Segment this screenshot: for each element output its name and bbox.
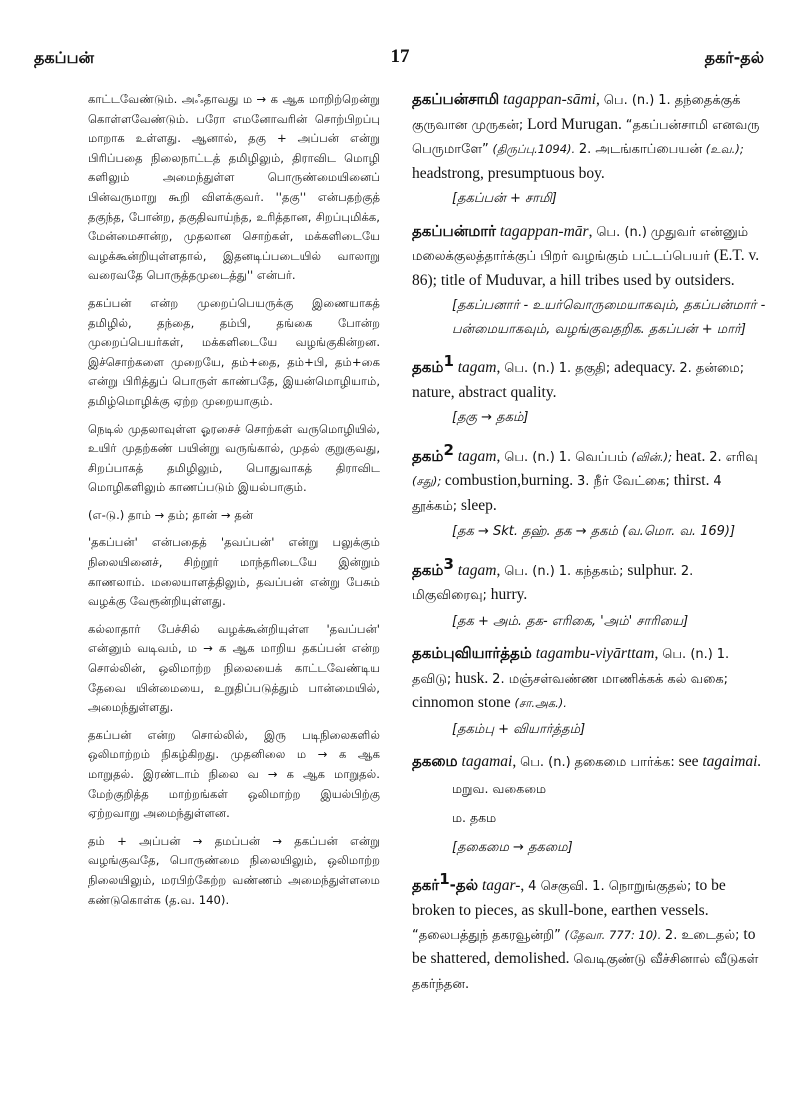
definition-segment: heat. xyxy=(675,447,710,465)
definition-segment: adequacy. xyxy=(610,359,680,377)
etymology: [தக → Skt. தஹ். தக → தகம் (வ.மொ. வ. 169)] xyxy=(452,524,736,540)
definition-segment: 4 தூக்கம்; xyxy=(412,474,722,514)
commentary-paragraph: காட்டவேண்டும். அஃதாவது ம → க ஆக மாறிற்றென்று கொள்ளவேண்டும். பரோ எமனோவரின் சொற்பிறப்பு மாறாக உள்ளது. ஆனால், தகு + அப்பன் என்று பிரிப்பதை நிலைநாட்டத் தமிழிலும், திராவிட மொழி களிலும் அமைந்துள்ள பொருண்மையினைப் பின்வருமாறு கூறி விளக்குவர். ''தகு'' என்பதற்குத் தகுந்த, போன்ற, தகுதிவாய்ந்த, உரித்தான, சிறப்புமிக்க, மேன்மைசான்ற, முதலான சொற்கள், மக்களிடையே வழக்கூன்றியுள்ளதால், இதனடிப்படையில் வாலாறு வரைவதே பொருத்தமுடைத்து'' என்பர். xyxy=(88,92,380,283)
entry-transliteration: tagam xyxy=(457,359,497,377)
definition-segment: 1. தகுதி; xyxy=(558,361,611,377)
definition-segment: (திருப்பு.1094). xyxy=(488,142,579,156)
etymology: [தகம்பு + வியார்த்தம்] xyxy=(452,721,586,737)
dictionary-entry xyxy=(412,220,768,342)
headword-suffix: -தல் xyxy=(449,876,479,895)
definition-segment: to be broken to pieces, as skull-bone, earthen vessels. xyxy=(412,877,726,920)
commentary-paragraph: கல்லாதார் பேச்சில் வழக்கூன்றியுள்ள 'தவப்பன்' என்னும் வடிவம், ம → க ஆக மாறிய தகப்பன் என்ற சொல்லின், ஒலிமாற்ற நிலையைக் காட்டவேண்டிய தேவை யின்மையை, உறுதிப்படுத்தும் பான்மையில், அமைந்துள்ளது. xyxy=(88,621,380,715)
dictionary-entry xyxy=(412,553,768,634)
definition-segment: (உவ.); xyxy=(702,142,744,156)
entry-headword: தகர் xyxy=(412,876,440,895)
part-of-speech: 4 செகுவி. xyxy=(528,879,589,895)
entry-transliteration: tagam xyxy=(457,447,497,465)
definition-segment: வெடிகுண்டு வீச்சினால் வீடுகள் தகர்ந்தன. xyxy=(412,952,759,992)
part-of-speech: பெ. (n.) xyxy=(662,647,713,663)
related-form: ம. தகம xyxy=(452,810,497,826)
headword-number: 1 xyxy=(439,870,450,889)
entry-definition: தகம்$^2$ tagam, பெ. (n.) 1. வெப்பம் (வின்.); heat. 2. எரிவு (சது); combustion,burning. 3. நீர் வேட்கை; thirst. 4 தூக்கம்; sleep. xyxy=(412,440,758,514)
definition-segment: 2. எரிவு xyxy=(709,449,758,465)
definition-segment: 1. வெப்பம் xyxy=(558,449,628,465)
definition-segment: (சா.அக.). xyxy=(514,696,567,711)
definition-segment: combustion,burning. xyxy=(444,472,578,490)
entry-headword: தகப்பன்மார் xyxy=(412,221,496,240)
headword-number: 1 xyxy=(443,352,454,370)
definition-segment: (தேவா. 777: 10). xyxy=(560,927,665,942)
definition-segment: 1. தவிடு; xyxy=(412,647,730,687)
definition-segment: 2. உடைதல்; xyxy=(664,927,740,943)
entry-transliteration: tagamai xyxy=(461,753,513,771)
etymology: [தக + அம். தக- எரிகை, 'அம்' சாரியை] xyxy=(452,613,689,629)
definition-segment: 2. தன்மை; xyxy=(679,361,745,377)
definition-segment: tagaimai. xyxy=(702,753,762,771)
related-form: மறுவ. வகைமை xyxy=(452,780,547,796)
entry-definition: தகப்பன்சாமி tagappan-sāmi, பெ. (n.) 1. தந்தைக்குக் குருவான முருகன்; Lord Murugan. “தகப்பன்சாமி எனவரு பெருமாளே” (திருப்பு.1094). 2. அடங்காப்பையன் (உவ.); headstrong, presumptuous boy. xyxy=(412,90,760,182)
commentary-paragraph: நெடில் முதலாவுள்ள ஓரசைச் சொற்கள் வருமொழியில், உயிர் முதற்கண் பயின்று வருங்கால், முதல் குறுகுவது, சிறப்பாகத் தமிழிலும், பொதுவாகத் திராவிட மொழிகளிலும் காணப்படும் இயல்பாகும். xyxy=(88,421,380,495)
definition-segment: hurry. xyxy=(486,586,528,604)
definition-segment: 2. மிகுவிரைவு; xyxy=(412,563,694,604)
entry-definition: தகமை tagamai, பெ. (n.) தகைமை பார்க்க: see tagaimai. xyxy=(412,752,762,771)
entry-headword: தகம்புவியார்த்தம் xyxy=(412,644,532,663)
entry-definition: தகம்புவியார்த்தம் tagambu-viyārttam, பெ. (n.) 1. தவிடு; husk. 2. மஞ்சள்வண்ண மாணிக்கக் கல் வகை; cinnomon stone (சா.அக.). xyxy=(412,644,730,712)
definition-segment: முதுவர் என்னும் மலைக்குலத்தார்க்குப் பிறர் வழங்கும் பட்டப்பெயர் xyxy=(412,224,749,264)
dictionary-entry xyxy=(412,642,768,741)
definition-segment: “தலைபத்துந் தகரவூன்றி” xyxy=(412,927,561,943)
entry-headword: தகம் xyxy=(412,560,444,579)
entry-headword: தகம் xyxy=(412,358,444,377)
etymology: [தகப்பனார் - உயர்வொருமையாகவும், தகப்பன்மார் - பன்மையாகவும், வழங்குவதறிக. தகப்பன் + மார்] xyxy=(452,298,766,337)
definition-segment: cinnomon stone xyxy=(412,694,515,712)
entry-headword: தகம் xyxy=(412,446,444,465)
definition-segment: 1. கந்தகம்; xyxy=(558,563,624,579)
dictionary-entry xyxy=(412,88,768,211)
definition-segment: sleep. xyxy=(457,496,497,514)
entry-transliteration: tagappan-mār xyxy=(499,222,589,240)
entry-transliteration: tagam xyxy=(457,561,497,579)
definition-segment: see xyxy=(674,753,703,771)
part-of-speech: பெ. (n.) xyxy=(504,361,555,377)
part-of-speech: பெ. (n.) xyxy=(504,449,555,465)
definition-segment: “தகப்பன்சாமி எனவரு பெருமாளே” xyxy=(412,117,760,157)
etymology: [தகு → தகம்] xyxy=(452,410,529,426)
left-column xyxy=(88,90,380,918)
definition-segment: (வின்.); xyxy=(627,449,676,464)
etymology: [தகப்பன் + சாமி] xyxy=(452,191,557,206)
header-left-word: தகப்பன் xyxy=(34,48,94,67)
part-of-speech: பெ. (n.) xyxy=(520,755,571,771)
definition-segment: 1. தந்தைக்குக் குருவான முருகன்; xyxy=(412,93,741,133)
page-number: 17 xyxy=(390,46,410,67)
dictionary-entry xyxy=(412,750,768,859)
definition-segment: 2. மஞ்சள்வண்ண மாணிக்கக் கல் வகை; xyxy=(492,671,729,687)
etymology: [தகைமை → தகமை] xyxy=(452,839,573,855)
definition-segment: husk. xyxy=(451,669,493,687)
definition-segment: to be shattered, demolished. xyxy=(412,925,756,968)
dictionary-entry xyxy=(412,439,768,544)
dictionary-entry xyxy=(412,350,768,430)
definition-segment: (E.T. v. 86); title of Muduvar, a hill tribes used by outsiders. xyxy=(412,247,760,289)
entry-definition: தகம்$^1$ tagam, பெ. (n.) 1. தகுதி; adequacy. 2. தன்மை; nature, abstract quality. xyxy=(412,352,745,401)
headword-number: 3 xyxy=(443,554,454,573)
definition-segment: 1. நொறுங்குதல்; xyxy=(592,879,692,895)
definition-segment: 3. நீர் வேட்கை; xyxy=(577,474,670,490)
definition-segment: (சது); xyxy=(412,474,445,489)
part-of-speech: பெ. (n.) xyxy=(603,93,655,108)
dictionary-entry xyxy=(412,868,768,996)
definition-segment: nature, abstract quality. xyxy=(412,383,557,401)
definition-segment: 2. அடங்காப்பையன் xyxy=(578,142,703,157)
commentary-paragraph: தகப்பன் என்ற முறைப்பெயருக்கு இணையாகத் தமிழில், தந்தை, தம்பி, தங்கை போன்ற முறைப்பெயர்கள், மக்களிடையே வழங்குகின்றன. இச்சொற்களை முறையே, தம்+தை, தம்+பி, தம்+கை என்று பிரித்துப் பொருள் காண்பதே, இயன்மொழியாம், தமிழ்மொழிக்கு ஏற்ற முறையாகும். xyxy=(88,295,380,408)
entry-transliteration: tagambu-viyārttam xyxy=(535,645,655,663)
entry-headword: தகமை xyxy=(412,752,458,771)
entry-transliteration: tagar- xyxy=(481,877,521,895)
commentary-paragraph: தகப்பன் என்ற சொல்லில், இரு படிநிலைகளில் ஒலிமாற்றம் நிகழ்கிறது. முதனிலை ம → க ஆக மாறுதல். இரண்டாம் நிலை வ → க ஆக மாறுதல். மேற்குறித்த மாற்றங்கள் ஒலிமாற்ற இயல்பிற்கு ஏற்றவாறு அமைந்துள்ளன. xyxy=(88,727,380,821)
entry-definition: தகப்பன்மார் tagappan-mār, பெ. (n.) முதுவர் என்னும் மலைக்குலத்தார்க்குப் பிறர் வழங்கும் பட்டப்பெயர் (E.T. v. 86); title of Muduvar, a hill tribes used by outsiders. xyxy=(412,221,760,289)
entry-definition: தகர்$^1$-தல் tagar-, 4 செகுவி. 1. நொறுங்குதல்; to be broken to pieces, as skull-bone, earthen vessels. “தலைபத்துந் தகரவூன்றி” (தேவா. 777: 10). 2. உடைதல்; to be shattered, demolished. வெடிகுண்டு வீச்சினால் வீடுகள் தகர்ந்தன. xyxy=(412,870,759,992)
definition-segment: sulphur. xyxy=(623,561,681,579)
definition-segment: headstrong, presumptuous boy. xyxy=(412,164,605,182)
entry-headword: தகப்பன்சாமி xyxy=(412,90,500,108)
definition-segment: Lord Murugan. xyxy=(523,115,626,133)
page-header xyxy=(0,44,800,74)
commentary-paragraph: தம் + அப்பன் → தமப்பன் → தகப்பன் என்று வழங்குவதே, பொருண்மை நிலையிலும், ஒலிமாற்ற நிலையிலும், மரபிற்கேற்ற வண்ணம் அமைந்துள்ளமை கண்டுகொள்க (த.வ. 140). xyxy=(88,833,380,907)
definition-segment: தகைமை பார்க்க: xyxy=(574,755,675,771)
right-column xyxy=(412,88,768,1005)
commentary-paragraph: (எ-டு.) தாம் → தம்; தான் → தன் xyxy=(88,507,254,522)
entry-transliteration: tagappan-sāmi xyxy=(503,91,597,108)
definition-segment: thirst. xyxy=(669,472,714,490)
commentary-paragraph: 'தகப்பன்' என்பதைத் 'தவப்பன்' என்று பலுக்கும் நிலையினைச், சிற்றூர் மாந்தரிடையே இன்றும் காணலாம். மலையாளத்திலும், தவப்பன் என்று பேசும் வழக்கு வேரூன்றியுள்ளது. xyxy=(88,535,380,609)
entry-definition: தகம்$^3$ tagam, பெ. (n.) 1. கந்தகம்; sulphur. 2. மிகுவிரைவு; hurry. xyxy=(412,554,694,604)
part-of-speech: பெ. (n.) xyxy=(504,563,555,579)
headword-number: 2 xyxy=(443,440,454,459)
part-of-speech: பெ. (n.) xyxy=(596,224,647,240)
header-right-word: தகர்-தல் xyxy=(704,48,764,67)
